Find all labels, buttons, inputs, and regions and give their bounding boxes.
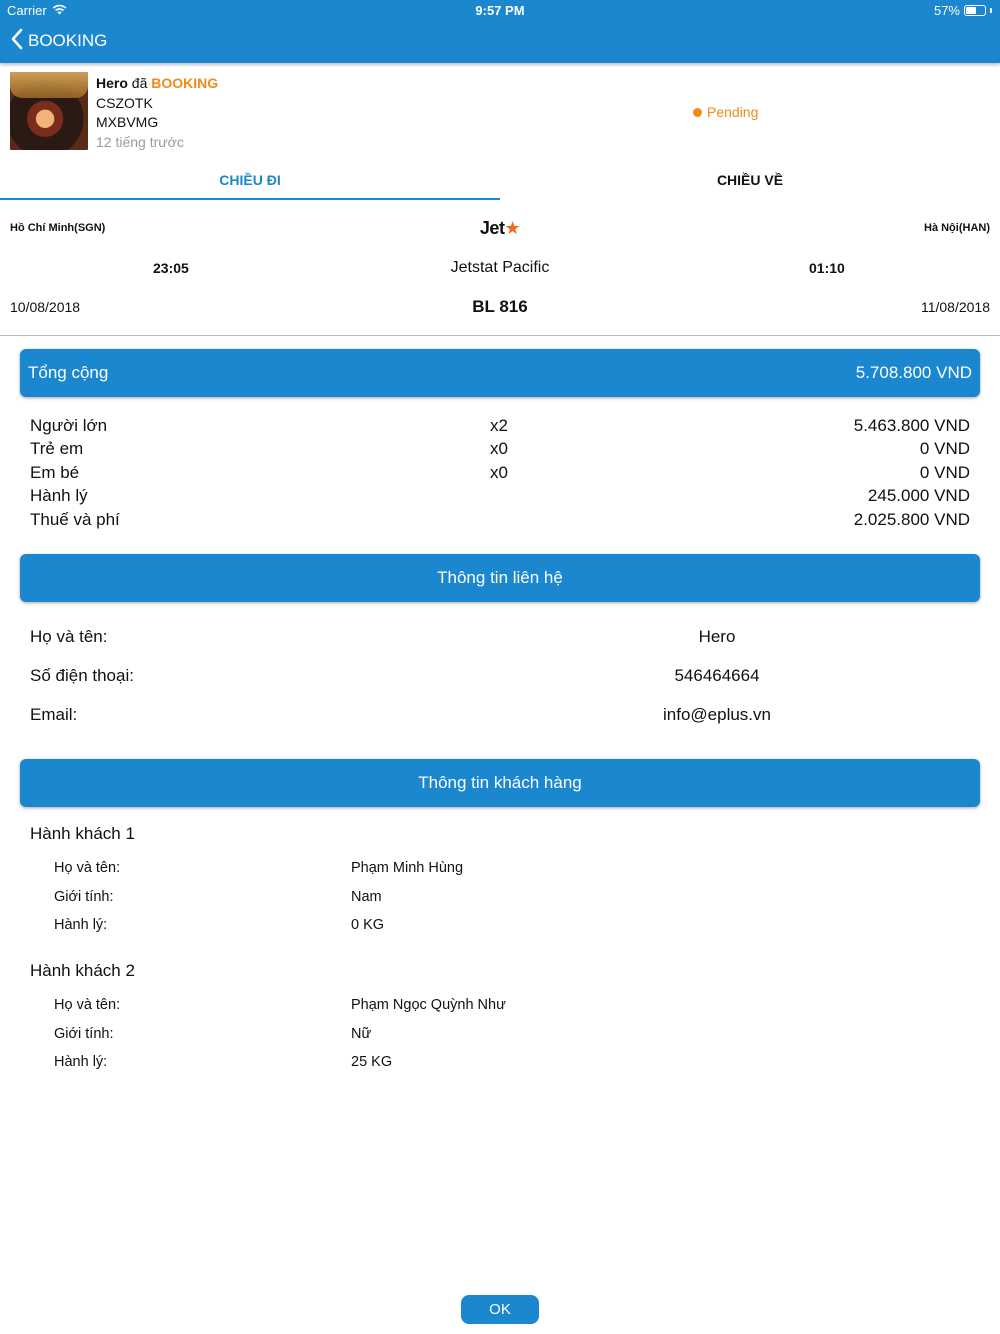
back-button[interactable] xyxy=(10,28,107,54)
notification-headline xyxy=(96,74,218,94)
flight-info xyxy=(0,210,1000,336)
passenger-field-label: Hành lý: xyxy=(54,917,108,934)
contact-row-email xyxy=(30,705,970,744)
contact-row-name xyxy=(30,627,970,666)
contact-info-header xyxy=(20,554,980,602)
passenger-row xyxy=(30,1026,970,1055)
price-value: 245.000 VND xyxy=(867,486,970,506)
departure-date: 10/08/2018 xyxy=(10,299,81,315)
price-row xyxy=(30,461,970,484)
arrival-time: 01:10 xyxy=(809,260,845,276)
contact-label: Số điện thoại: xyxy=(30,666,134,685)
status-bar xyxy=(0,0,1000,20)
chevron-left-icon xyxy=(10,28,24,55)
tab-outbound[interactable]: CHIỀU ĐI xyxy=(0,162,500,200)
price-row xyxy=(30,437,970,460)
price-label: Trẻ em xyxy=(30,439,84,459)
price-label: Người lớn xyxy=(30,416,108,435)
airline-name: Jetstat Pacific xyxy=(450,259,550,276)
notification-action: BOOKING xyxy=(151,75,219,91)
price-value: 2.025.800 VND xyxy=(853,509,970,529)
booking-code-1: CSZOTK xyxy=(96,94,153,111)
price-qty: x2 xyxy=(490,416,508,435)
destination-airport: Hà Nội(HAN) xyxy=(924,222,990,234)
passenger-row xyxy=(30,860,970,889)
contact-label: Email: xyxy=(30,705,78,724)
passenger-field-value: Phạm Ngọc Quỳnh Như xyxy=(351,997,506,1013)
airline-logo xyxy=(0,218,1000,239)
star-icon: ★ xyxy=(504,218,521,238)
origin-airport: Hồ Chí Minh(SGN) xyxy=(10,222,106,234)
passenger-1 xyxy=(30,824,970,946)
departure-time: 23:05 xyxy=(153,260,189,276)
total-label: Tổng cộng xyxy=(28,363,109,382)
top-bar xyxy=(0,0,1000,63)
passenger-2 xyxy=(30,961,970,1083)
price-label: Thuế và phí xyxy=(30,509,120,529)
contact-value: info@eplus.vn xyxy=(663,705,771,724)
contact-info xyxy=(30,627,970,744)
passenger-field-label: Giới tính: xyxy=(54,888,114,905)
passenger-field-value: Nam xyxy=(351,888,382,905)
contact-info-title: Thông tin liên hệ xyxy=(437,568,563,587)
clock: 9:57 PM xyxy=(475,3,525,18)
passenger-row xyxy=(30,1054,970,1083)
passenger-title: Hành khách 2 xyxy=(30,961,135,980)
passenger-field-label: Giới tính: xyxy=(54,1025,114,1042)
price-row xyxy=(30,414,970,437)
battery-icon xyxy=(964,5,986,16)
price-label: Hành lý xyxy=(30,486,88,506)
passenger-field-label: Hành lý: xyxy=(54,1054,108,1071)
customer-info-header xyxy=(20,759,980,807)
price-qty: x0 xyxy=(490,439,508,459)
status-label: Pending xyxy=(707,104,759,120)
carrier-label: Carrier xyxy=(7,3,47,18)
passenger-row xyxy=(30,917,970,946)
passenger-row xyxy=(30,997,970,1026)
notification-text xyxy=(96,74,218,152)
arrival-date: 11/08/2018 xyxy=(920,299,990,315)
ok-button[interactable]: OK xyxy=(461,1295,539,1324)
airline-logo-text: Jet xyxy=(479,218,505,238)
passenger-field-label: Họ và tên: xyxy=(54,997,121,1013)
price-row xyxy=(30,484,970,507)
passenger-title: Hành khách 1 xyxy=(30,824,135,843)
passenger-row xyxy=(30,889,970,918)
price-value: 5.463.800 VND xyxy=(853,416,970,435)
contact-label: Họ và tên: xyxy=(30,627,108,646)
total-bar xyxy=(20,349,980,397)
passenger-field-value: 0 KG xyxy=(351,917,385,934)
passenger-field-value: Nữ xyxy=(351,1025,372,1042)
price-qty: x0 xyxy=(490,462,508,482)
battery-status xyxy=(934,3,992,18)
price-value: 0 VND xyxy=(919,462,970,482)
status-badge xyxy=(693,104,758,120)
passenger-field-value: Phạm Minh Hùng xyxy=(351,860,464,876)
passenger-field-label: Họ và tên: xyxy=(54,860,121,876)
price-value: 0 VND xyxy=(919,439,970,459)
booking-notification[interactable] xyxy=(0,63,1000,159)
customer-info-title: Thông tin khách hàng xyxy=(418,773,582,792)
battery-percent: 57% xyxy=(933,3,960,18)
contact-value: 546464664 xyxy=(674,666,760,685)
time-ago: 12 tiếng trước xyxy=(96,133,184,150)
status-dot-icon xyxy=(693,108,702,117)
notification-user: Hero xyxy=(96,75,128,91)
back-label: BOOKING xyxy=(28,31,108,50)
flight-number: BL 816 xyxy=(472,297,528,316)
price-breakdown xyxy=(30,414,970,531)
price-row xyxy=(30,508,970,531)
direction-tabs xyxy=(0,162,1000,200)
booking-code-2: MXBVMG xyxy=(96,114,159,131)
battery-tip xyxy=(990,8,992,13)
price-label: Em bé xyxy=(30,462,80,482)
avatar xyxy=(10,72,88,150)
notification-verb: đã xyxy=(131,75,148,91)
tab-return[interactable]: CHIỀU VỀ xyxy=(716,172,784,188)
total-value: 5.708.800 VND xyxy=(855,363,972,382)
contact-row-phone xyxy=(30,666,970,705)
contact-value: Hero xyxy=(698,627,736,646)
passenger-field-value: 25 KG xyxy=(351,1054,393,1071)
